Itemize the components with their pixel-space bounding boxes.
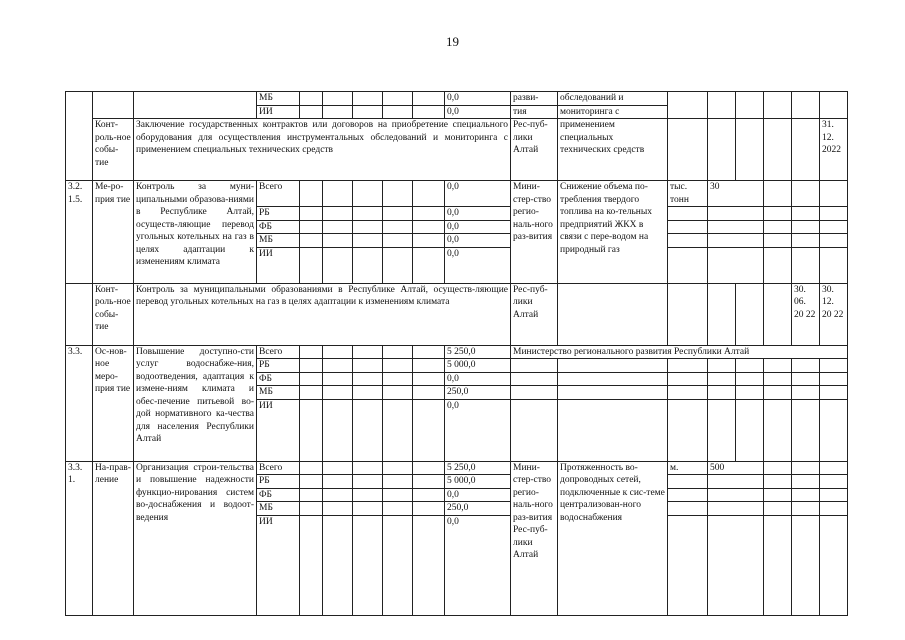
fund-label: МБ xyxy=(257,386,300,400)
fund-label: ФБ xyxy=(257,220,300,234)
fund-label: РБ xyxy=(257,475,300,489)
event-executor: Рес-пуб-лики Алтай xyxy=(511,119,558,181)
fund-label: Всего xyxy=(257,345,300,359)
fund-label: МБ xyxy=(257,502,300,516)
row-type: Ос-нов-ное меро-прия тие xyxy=(93,345,134,461)
fund-value: 0,0 xyxy=(445,234,511,248)
fund-value: 0,0 xyxy=(445,220,511,234)
event-text: Контроль за муниципальными образованиями в Республике Алтай, осуществ-ляющие перевод угольных котельных на газ в целях адаптации к изменениям климата xyxy=(134,283,511,345)
indicator-cont: мониторинга с xyxy=(558,105,668,119)
row-type: На-прав-ление xyxy=(93,461,134,615)
fund-value: 0,0 xyxy=(445,247,511,283)
row-indicator: Протяженность во-допроводных сетей, подключенные к сис-теме централизован-ного водоснабжения xyxy=(558,461,668,615)
event-text: Заключение государственных контрактов или договоров на приобретение специального оборудования для осуществления инструментальных обследований и мониторинга с применением специальных технических средств xyxy=(134,119,511,181)
fund-label: МБ xyxy=(257,92,300,106)
program-table xyxy=(65,91,848,616)
fund-value: 5 000,0 xyxy=(445,475,511,489)
executor-cont: тия xyxy=(511,105,558,119)
fund-value: 250,0 xyxy=(445,386,511,400)
fund-value: 0,0 xyxy=(445,488,511,502)
event-type: Конт-роль-ное собы-тие xyxy=(93,283,134,345)
fund-label: ИИ xyxy=(257,105,300,119)
fund-label: ИИ xyxy=(257,515,300,615)
row-number: 3.3. xyxy=(66,345,93,461)
fund-label: ИИ xyxy=(257,247,300,283)
row-executor-span: Министерство регионального развития Республики Алтай xyxy=(511,345,848,359)
fund-value: 0,0 xyxy=(445,105,511,119)
fund-label: Всего xyxy=(257,461,300,475)
fund-label: ИИ xyxy=(257,399,300,461)
fund-value: 5 250,0 xyxy=(445,345,511,359)
executor-cont: разви- xyxy=(511,92,558,106)
fund-value: 5 000,0 xyxy=(445,359,511,373)
fund-value: 0,0 xyxy=(445,372,511,386)
fund-label: Всего xyxy=(257,181,300,207)
row-executor: Мини-стер-ство регио-наль-ного раз-вития Рес-пуб-лики Алтай xyxy=(511,461,558,615)
fund-label: РБ xyxy=(257,359,300,373)
fund-label: ФБ xyxy=(257,372,300,386)
row-target: 30 xyxy=(708,181,764,207)
event-date-end: 30. 12. 20 22 xyxy=(820,283,848,345)
fund-label: РБ xyxy=(257,207,300,221)
event-date-start: 30. 06. 20 22 xyxy=(792,283,820,345)
row-type: Ме-ро-прия тие xyxy=(93,181,134,284)
row-executor: Мини-стер-ство регио-наль-ного раз-вития xyxy=(511,181,558,284)
row-text: Контроль за муни-ципальными образова-ниями в Республике Алтай, осуществ-ляющие перевод угольных котельных на газ в целях адаптации к изменениям климата xyxy=(134,181,257,284)
fund-label: ФБ xyxy=(257,488,300,502)
fund-value: 5 250,0 xyxy=(445,461,511,475)
row-text: Повышение доступно-сти услуг водоснабже-ния, водоотведения, адаптация к измене-ниям климата и обес-печение питьевой во-дой нормативного ка-чества для населения Республики Алтай xyxy=(134,345,257,461)
fund-value: 250,0 xyxy=(445,502,511,516)
event-date: 31. 12. 2022 xyxy=(820,119,848,181)
row-number: 3.2. 1.5. xyxy=(66,181,93,284)
page-number: 19 xyxy=(446,34,459,49)
event-type: Конт-роль-ное собы-тие xyxy=(93,119,134,181)
event-executor: Рес-пуб-лики Алтай xyxy=(511,283,558,345)
fund-value: 0,0 xyxy=(445,181,511,207)
row-number: 3.3. 1. xyxy=(66,461,93,615)
row-text: Организация строи-тельства и повышение надежности функцио-нирования систем во-доснабжения и водоот-ведения xyxy=(134,461,257,615)
row-target: 500 xyxy=(708,461,764,475)
fund-value: 0,0 xyxy=(445,207,511,221)
row-unit: м. xyxy=(668,461,708,475)
row-indicator: Снижение объема по-требления твердого топлива на ко-тельных предприятий ЖКХ в связи с пере-водом на природный газ xyxy=(558,181,668,284)
fund-value: 0,0 xyxy=(445,92,511,106)
event-indicator: применением специальных технических средств xyxy=(558,119,668,181)
fund-label: МБ xyxy=(257,234,300,248)
fund-value: 0,0 xyxy=(445,399,511,461)
indicator-cont: обследований и xyxy=(558,92,668,106)
row-unit: тыс. тонн xyxy=(668,181,708,207)
fund-value: 0,0 xyxy=(445,515,511,615)
